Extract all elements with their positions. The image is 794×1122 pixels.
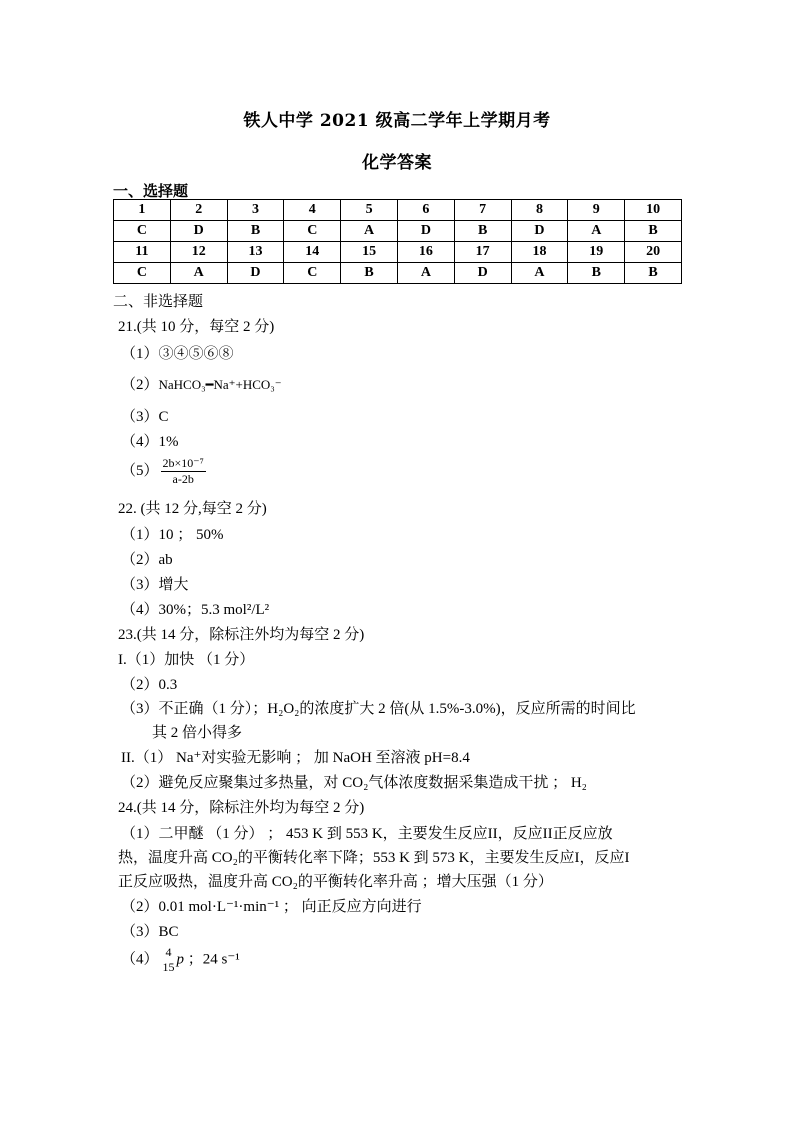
q24-answer-4-rest: ；24 s⁻¹ bbox=[184, 951, 240, 968]
question-number-cell: 8 bbox=[511, 200, 568, 221]
fraction-denominator: a-2b bbox=[172, 472, 194, 486]
q22-heading: 22. (共 12 分,每空 2 分) bbox=[118, 501, 267, 517]
fraction-numerator: 2b×10⁻⁷ bbox=[162, 456, 204, 470]
q23-part1-answer-1: I.（1）加快 （1 分） bbox=[118, 652, 255, 668]
question-number-cell: 19 bbox=[568, 242, 625, 263]
q21-answer-1: （1）③④⑤⑥⑧ bbox=[121, 346, 234, 362]
question-number-cell: 11 bbox=[114, 242, 171, 263]
question-number-cell: 15 bbox=[341, 242, 398, 263]
q24-heading: 24.(共 14 分，除标注外均为每空 2 分) bbox=[118, 800, 365, 816]
question-number-cell: 14 bbox=[284, 242, 341, 263]
q24-answer-4 bbox=[121, 945, 240, 975]
q23-heading: 23.(共 14 分，除标注外均为每空 2 分) bbox=[118, 627, 365, 643]
q21-answer-5 bbox=[121, 456, 206, 487]
answer-cell: D bbox=[511, 221, 568, 242]
question-number-cell: 1 bbox=[114, 200, 171, 221]
q24-answer-4-prefix: （4） bbox=[121, 951, 159, 968]
answer-cell: A bbox=[568, 221, 625, 242]
q23-part1-answer-2: （2）0.3 bbox=[121, 677, 178, 693]
section-1-label: 一、选择题 bbox=[113, 182, 189, 200]
q24-answer-4-fraction bbox=[161, 945, 177, 975]
q21-answer-4: （4）1% bbox=[121, 434, 179, 450]
answer-cell: D bbox=[170, 221, 227, 242]
question-number-cell: 16 bbox=[397, 242, 454, 263]
q23-part2-answer-2: （2）避免反应聚集过多热量，对 CO₂气体浓度数据采集造成干扰 ； H₂ bbox=[121, 775, 587, 791]
section-2-label: 二、非选择题 bbox=[113, 292, 204, 310]
q24-answer-1: （1）二甲醚 （1 分） ； 453 K 到 553 K，主要发生反应II，反应II正反应放 bbox=[121, 826, 613, 842]
q24-answer-1-cont-2: 正反应吸热，温度升高 CO₂的平衡转化率升高 ；增大压强（1 分） bbox=[118, 874, 553, 890]
q24-answer-3: （3）BC bbox=[121, 924, 179, 940]
q21-answer-5-prefix: （5） bbox=[121, 462, 159, 479]
q22-answer-4: （4）30%；5.3 mol²/L² bbox=[121, 602, 270, 618]
answer-cell: D bbox=[454, 263, 511, 284]
q24-answer-1-cont-1: 热，温度升高 CO₂的平衡转化率下降；553 K 到 573 K，主要发生反应I，反应I bbox=[118, 850, 630, 866]
answer-cell: B bbox=[454, 221, 511, 242]
question-number-row bbox=[114, 200, 682, 221]
q23-part1-answer-3-cont: 其 2 倍小得多 bbox=[152, 725, 243, 741]
question-number-cell: 13 bbox=[227, 242, 284, 263]
answer-cell: C bbox=[284, 221, 341, 242]
q22-answer-3: （3）增大 bbox=[121, 577, 189, 593]
answer-row bbox=[114, 221, 682, 242]
question-number-row bbox=[114, 242, 682, 263]
answer-table bbox=[113, 199, 682, 284]
answer-cell: D bbox=[227, 263, 284, 284]
fraction-numerator: 4 bbox=[165, 945, 172, 959]
answer-cell: B bbox=[625, 263, 682, 284]
q22-answer-1: （1）10 ； 50% bbox=[121, 527, 224, 543]
question-number-cell: 7 bbox=[454, 200, 511, 221]
question-number-cell: 5 bbox=[341, 200, 398, 221]
question-number-cell: 18 bbox=[511, 242, 568, 263]
q23-part2-answer-1: II.（1） Na⁺对实验无影响 ； 加 NaOH 至溶液 pH=8.4 bbox=[121, 750, 470, 766]
question-number-cell: 20 bbox=[625, 242, 682, 263]
answer-row bbox=[114, 263, 682, 284]
question-number-cell: 9 bbox=[568, 200, 625, 221]
question-number-cell: 2 bbox=[170, 200, 227, 221]
page-title: 铁人中学 2021 级高二学年上学期月考 bbox=[243, 111, 551, 131]
question-number-cell: 6 bbox=[397, 200, 454, 221]
question-number-cell: 4 bbox=[284, 200, 341, 221]
answer-cell: C bbox=[114, 221, 171, 242]
answer-cell: B bbox=[568, 263, 625, 284]
answer-cell: A bbox=[397, 263, 454, 284]
q21-answer-2 bbox=[121, 373, 282, 394]
answer-cell: B bbox=[625, 221, 682, 242]
q24-answer-2: （2）0.01 mol·L⁻¹·min⁻¹ ； 向正反应方向进行 bbox=[121, 899, 422, 915]
answer-cell: A bbox=[341, 221, 398, 242]
question-number-cell: 3 bbox=[227, 200, 284, 221]
q24-answer-4-variable: p bbox=[176, 951, 185, 968]
answer-cell: B bbox=[341, 263, 398, 284]
answer-cell: C bbox=[114, 263, 171, 284]
page-subtitle: 化学答案 bbox=[362, 153, 432, 173]
q21-heading: 21.(共 10 分，每空 2 分) bbox=[118, 319, 275, 335]
fraction-denominator: 15 bbox=[162, 960, 175, 974]
answer-cell: C bbox=[284, 263, 341, 284]
q21-answer-2-equation: NaHCO₃━Na⁺+HCO₃⁻ bbox=[158, 377, 282, 392]
question-number-cell: 12 bbox=[170, 242, 227, 263]
question-number-cell: 17 bbox=[454, 242, 511, 263]
answer-cell: B bbox=[227, 221, 284, 242]
q21-answer-5-fraction bbox=[161, 456, 206, 487]
question-number-cell: 10 bbox=[625, 200, 682, 221]
answer-cell: D bbox=[397, 221, 454, 242]
answer-cell: A bbox=[170, 263, 227, 284]
q21-answer-2-prefix: （2） bbox=[121, 377, 159, 393]
q21-answer-3: （3）C bbox=[121, 409, 169, 425]
q23-part1-answer-3: （3）不正确（1 分）；H₂O₂的浓度扩大 2 倍(从 1.5%-3.0%)，反应所需的时间比 bbox=[121, 701, 636, 717]
q22-answer-2: （2）ab bbox=[121, 552, 173, 568]
answer-cell: A bbox=[511, 263, 568, 284]
